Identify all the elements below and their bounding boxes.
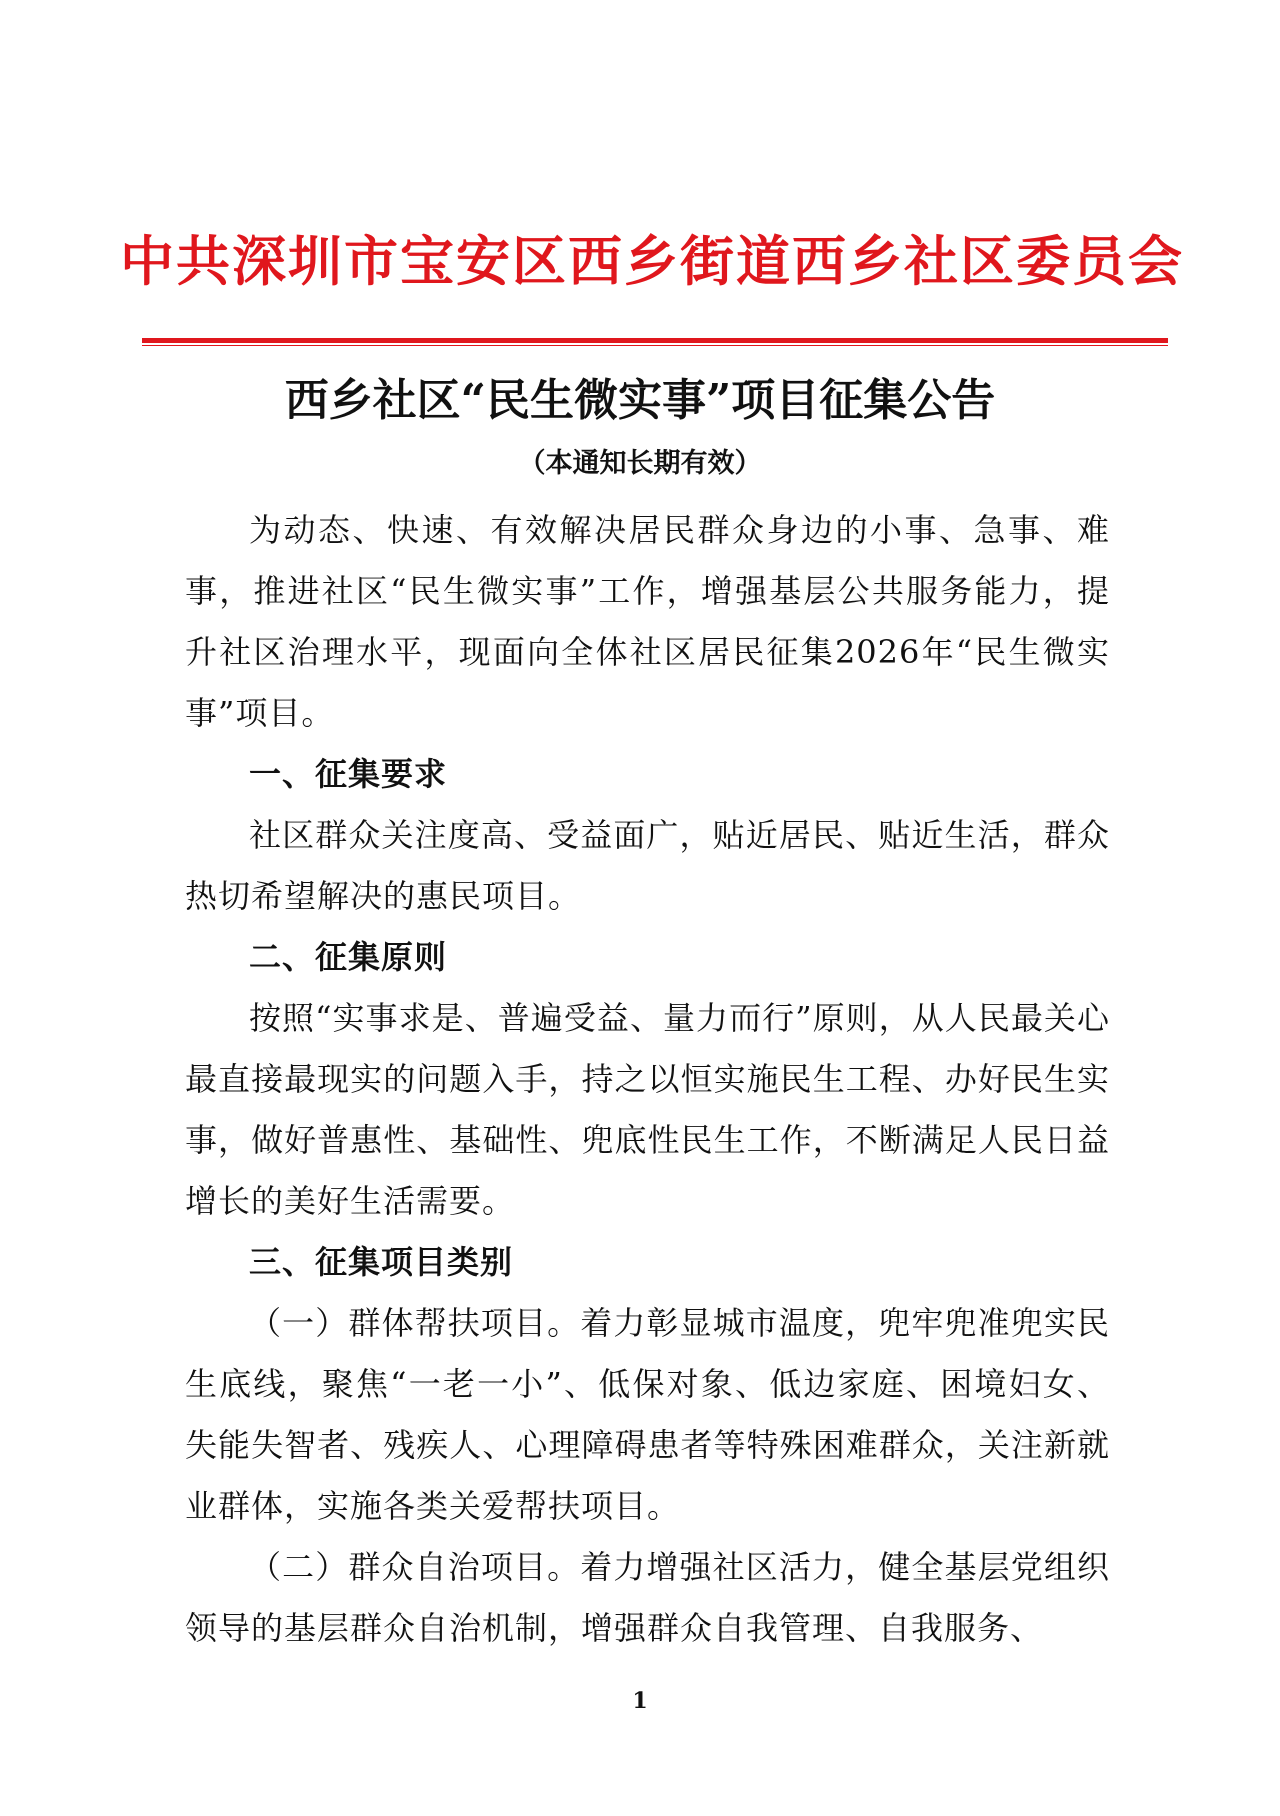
masthead-divider xyxy=(142,338,1168,348)
intro-paragraph: 为动态、快速、有效解决居民群众身边的小事、急事、难事，推进社区“民生微实事”工作，增强基层公共服务能力，提升社区治理水平，现面向全体社区居民征集2026年“民生微实事”项目。 xyxy=(185,511,1110,732)
section-heading-principles: 二、征集原则 xyxy=(249,938,448,976)
page-number: 1 xyxy=(632,1688,648,1714)
notice-title: 西乡社区“民生微实事”项目征集公告 xyxy=(284,375,996,426)
category-group-assistance-paragraph: （一）群体帮扶项目。着力彰显城市温度，兜牢兜准兜实民生底线，聚焦“一老一小”、低保对象、低边家庭、困境妇女、失能失智者、残疾人、心理障碍患者等特殊困难群众，关注新就业群体，实施各类关爱帮扶项目。 xyxy=(185,1304,1110,1525)
masthead-divider-thick-line xyxy=(142,338,1168,343)
section-heading-categories: 三、征集项目类别 xyxy=(249,1243,514,1281)
masthead-divider-thin-line xyxy=(142,345,1168,346)
category-self-governance-paragraph: （二）群众自治项目。着力增强社区活力，健全基层党组织领导的基层群众自治机制，增强群众自我管理、自我服务、 xyxy=(185,1548,1110,1647)
masthead-org-name: 中共深圳市宝安区西乡街道西乡社区委员会 xyxy=(120,230,1184,293)
requirements-paragraph: 社区群众关注度高、受益面广，贴近居民、贴近生活，群众热切希望解决的惠民项目。 xyxy=(185,816,1110,915)
notice-body xyxy=(185,500,1110,1659)
section-heading-requirements: 一、征集要求 xyxy=(249,755,448,793)
notice-subtitle: （本通知长期有效） xyxy=(518,448,762,479)
principles-paragraph: 按照“实事求是、普遍受益、量力而行”原则，从人民最关心最直接最现实的问题入手，持之以恒实施民生工程、办好民生实事，做好普惠性、基础性、兜底性民生工作，不断满足人民日益增长的美好生活需要。 xyxy=(185,999,1110,1220)
